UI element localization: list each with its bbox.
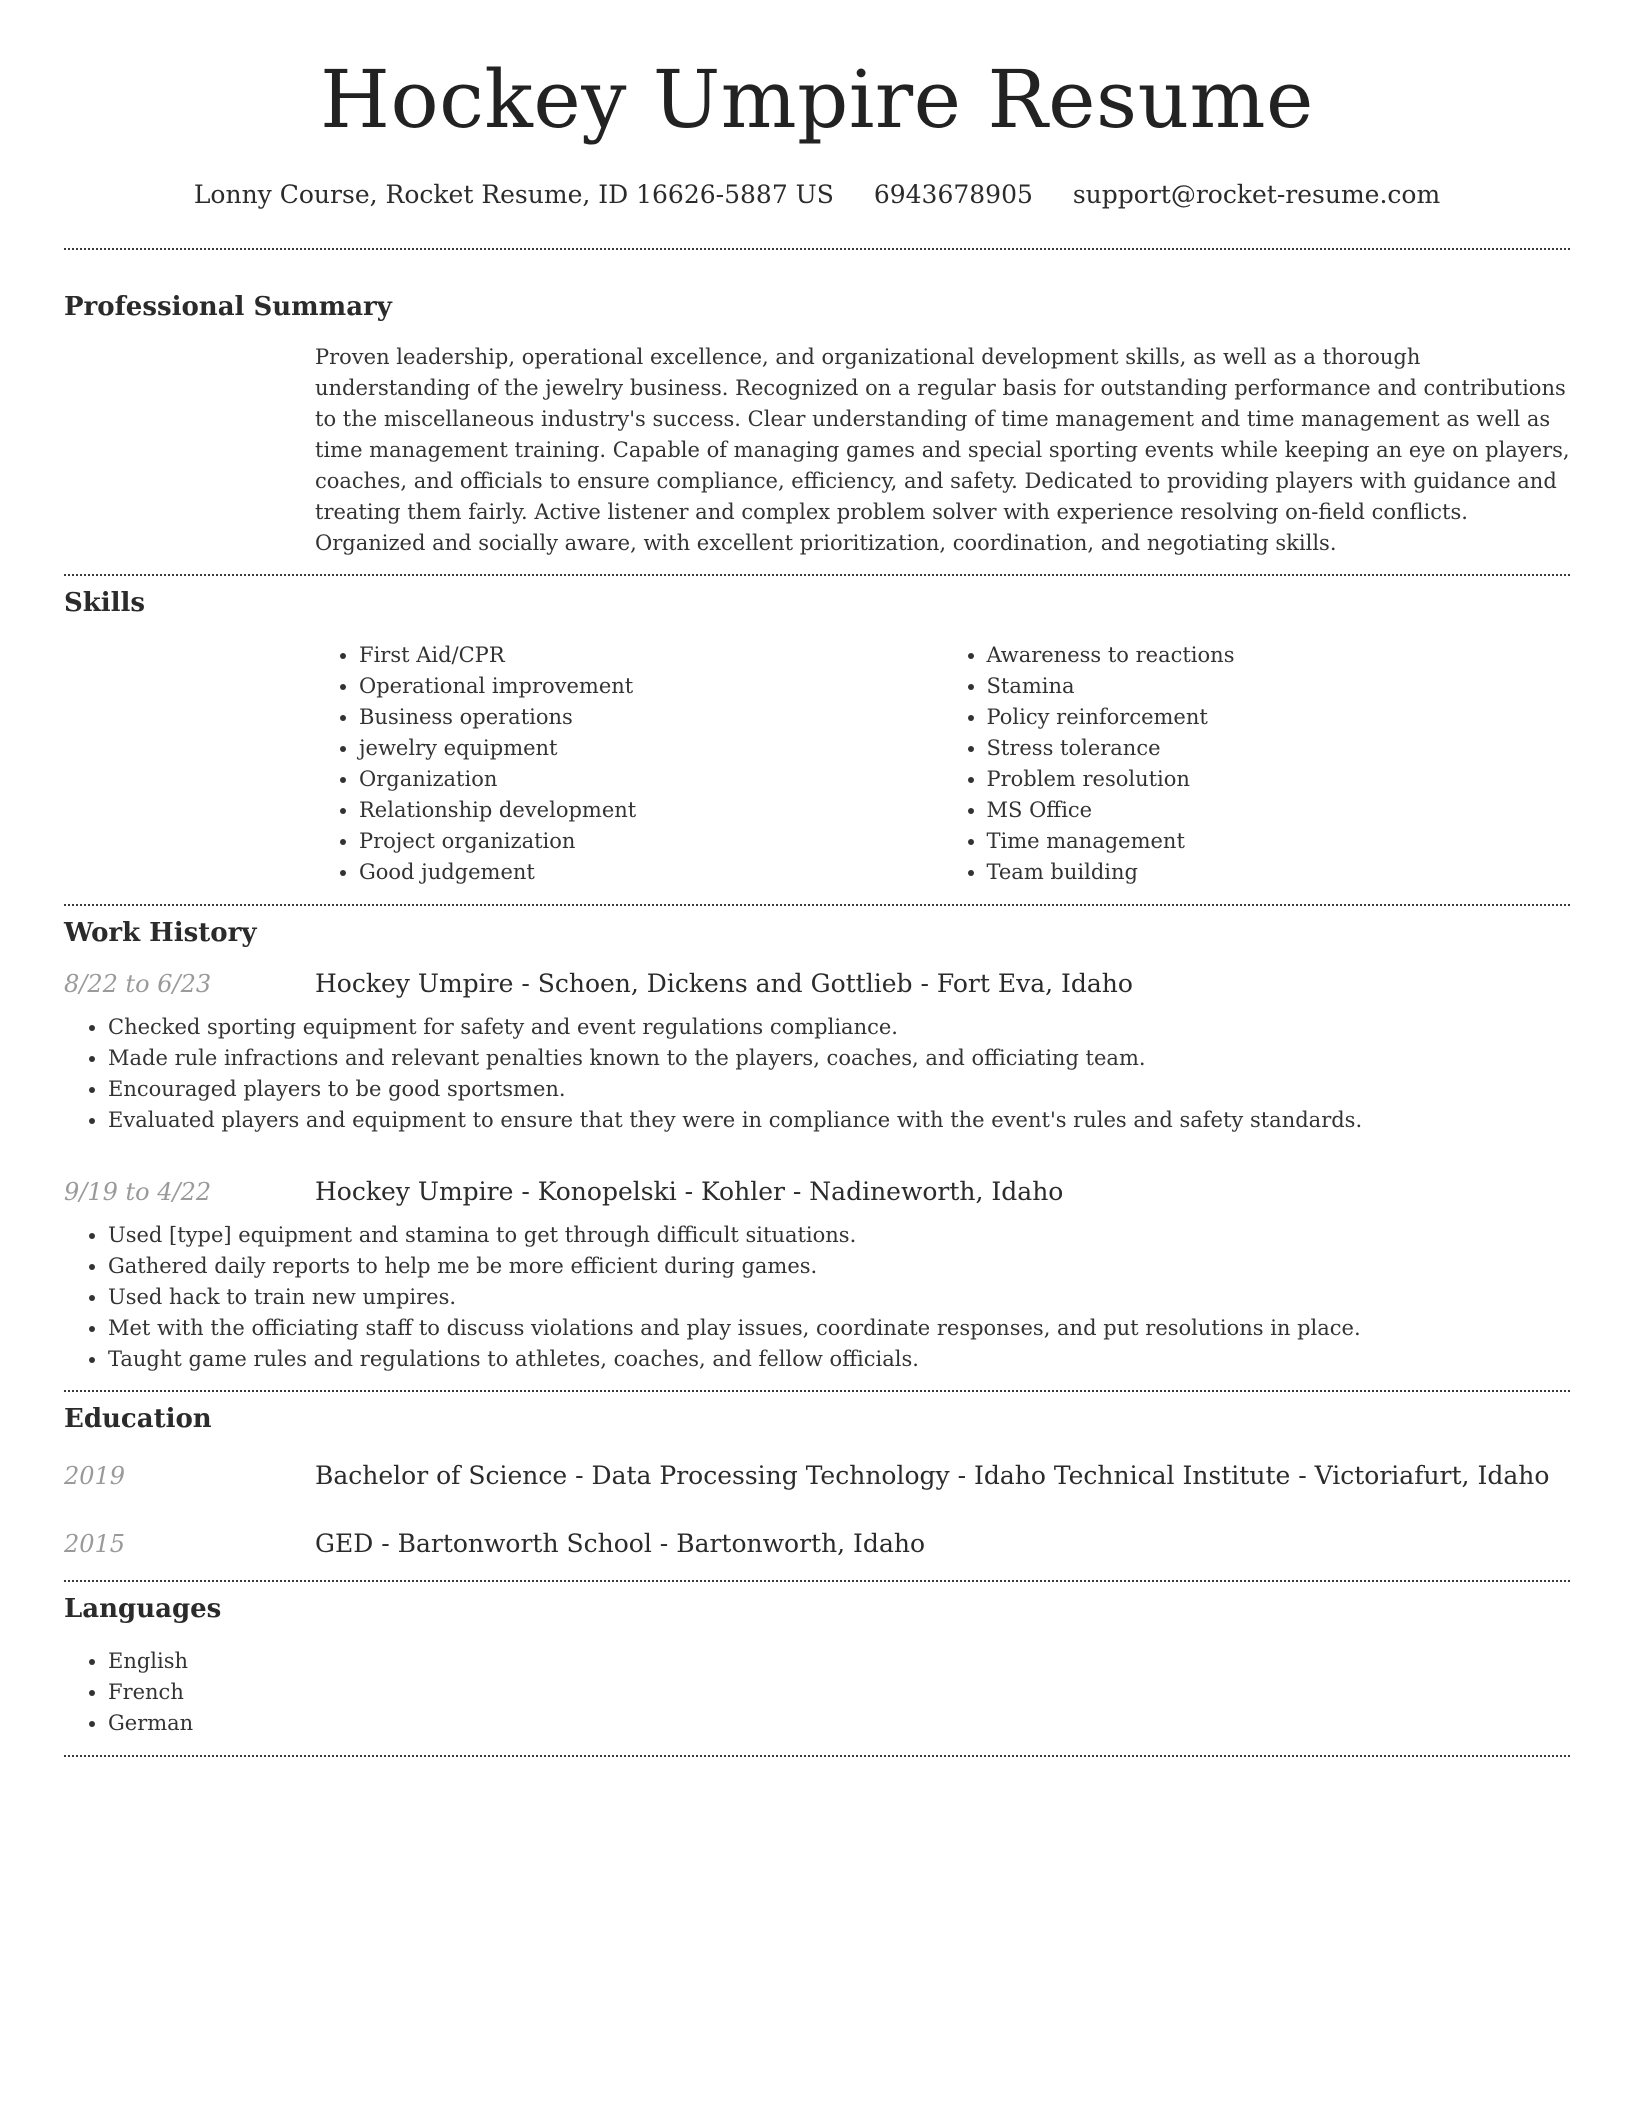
skills-section — [64, 586, 1570, 888]
job-bullet: • Used hack to train new umpires. — [108, 1282, 1570, 1313]
skill-item: • Relationship development — [359, 795, 943, 826]
summary-heading: Professional Summary — [64, 292, 392, 322]
languages-list — [64, 1646, 1570, 1739]
skills-list-left — [315, 640, 943, 888]
section-divider — [64, 904, 1570, 906]
job-entry — [64, 1176, 1570, 1375]
contact-line — [64, 178, 1570, 212]
contact-email: support@rocket-resume.com — [1072, 180, 1441, 209]
job-bullet: • Made rule infractions and relevant penalties known to the players, coaches, and officiating team. — [108, 1043, 1570, 1074]
section-divider — [64, 574, 1570, 576]
job-bullets — [64, 1012, 1570, 1136]
education-year: 2015 — [64, 1530, 126, 1558]
job-bullets — [64, 1220, 1570, 1375]
section-divider — [64, 248, 1570, 250]
language-item: • French — [108, 1677, 1570, 1708]
section-divider — [64, 1390, 1570, 1392]
job-dates: 8/22 to 6/23 — [64, 970, 212, 998]
resume-title: Hockey Umpire Resume — [320, 53, 1314, 146]
contact-address: Lonny Course, Rocket Resume, ID 16626-5887 US — [193, 180, 834, 209]
work-history-heading: Work History — [64, 918, 257, 948]
summary-section — [64, 290, 1570, 559]
job-bullet: • Taught game rules and regulations to athletes, coaches, and fellow officials. — [108, 1344, 1570, 1375]
skill-item: • Awareness to reactions — [987, 640, 1571, 671]
skills-list-right — [943, 640, 1571, 888]
section-divider — [64, 1755, 1570, 1757]
languages-heading: Languages — [64, 1594, 222, 1624]
resume-page — [64, 0, 1570, 1757]
language-item: • English — [108, 1646, 1570, 1677]
job-dates: 9/19 to 4/22 — [64, 1178, 212, 1206]
skill-item: • Operational improvement — [359, 671, 943, 702]
education-entry — [64, 1528, 1570, 1560]
education-year: 2019 — [64, 1462, 126, 1490]
skill-item: • Stamina — [987, 671, 1571, 702]
job-title: Hockey Umpire - Konopelski - Kohler - Nadineworth, Idaho — [315, 1177, 1064, 1206]
skill-item: • First Aid/CPR — [359, 640, 943, 671]
skills-heading: Skills — [64, 588, 146, 618]
skill-item: • Policy reinforcement — [987, 702, 1571, 733]
summary-text: Proven leadership, operational excellence, and organizational development skills, as well as a thorough understanding of the jewelry business. Recognized on a regular basis for outstanding performance and contributions to the miscellaneous industry's success. Clear understanding of time management and time management as well as time management training. Capable of managing games and special sporting events while keeping an eye on players, coaches, and officials to ensure compliance, efficiency, and safety. Dedicated to providing players with guidance and treating them fairly. Active listener and complex problem solver with experience resolving on-field conflicts. Organized and socially aware, with excellent prioritization, coordination, and negotiating skills. — [315, 345, 1570, 555]
job-bullet: • Used [type] equipment and stamina to get through difficult situations. — [108, 1220, 1570, 1251]
skill-item: • Team building — [987, 857, 1571, 888]
skill-item: • jewelry equipment — [359, 733, 943, 764]
job-bullet: • Evaluated players and equipment to ensure that they were in compliance with the event's rules and safety standards. — [108, 1105, 1570, 1136]
work-history-section — [64, 916, 1570, 1375]
contact-phone: 6943678905 — [873, 180, 1033, 209]
job-bullet: • Checked sporting equipment for safety and event regulations compliance. — [108, 1012, 1570, 1043]
skill-item: • Project organization — [359, 826, 943, 857]
section-divider — [64, 1580, 1570, 1582]
skill-item: • Stress tolerance — [987, 733, 1571, 764]
job-bullet: • Gathered daily reports to help me be more efficient during games. — [108, 1251, 1570, 1282]
language-item: • German — [108, 1708, 1570, 1739]
skill-item: • Problem resolution — [987, 764, 1571, 795]
education-heading: Education — [64, 1404, 212, 1434]
education-text: GED - Bartonworth School - Bartonworth, Idaho — [315, 1529, 925, 1558]
skill-item: • Good judgement — [359, 857, 943, 888]
education-entry — [64, 1460, 1570, 1492]
skill-item: • MS Office — [987, 795, 1571, 826]
skill-item: • Business operations — [359, 702, 943, 733]
job-bullet: • Encouraged players to be good sportsmen. — [108, 1074, 1570, 1105]
education-section — [64, 1402, 1570, 1560]
job-title: Hockey Umpire - Schoen, Dickens and Gottlieb - Fort Eva, Idaho — [315, 969, 1133, 998]
skill-item: • Time management — [987, 826, 1571, 857]
languages-section — [64, 1592, 1570, 1739]
job-entry — [64, 968, 1570, 1136]
education-text: Bachelor of Science - Data Processing Technology - Idaho Technical Institute - Victoriafurt, Idaho — [315, 1461, 1550, 1490]
skill-item: • Organization — [359, 764, 943, 795]
job-bullet: • Met with the officiating staff to discuss violations and play issues, coordinate responses, and put resolutions in place. — [108, 1313, 1570, 1344]
